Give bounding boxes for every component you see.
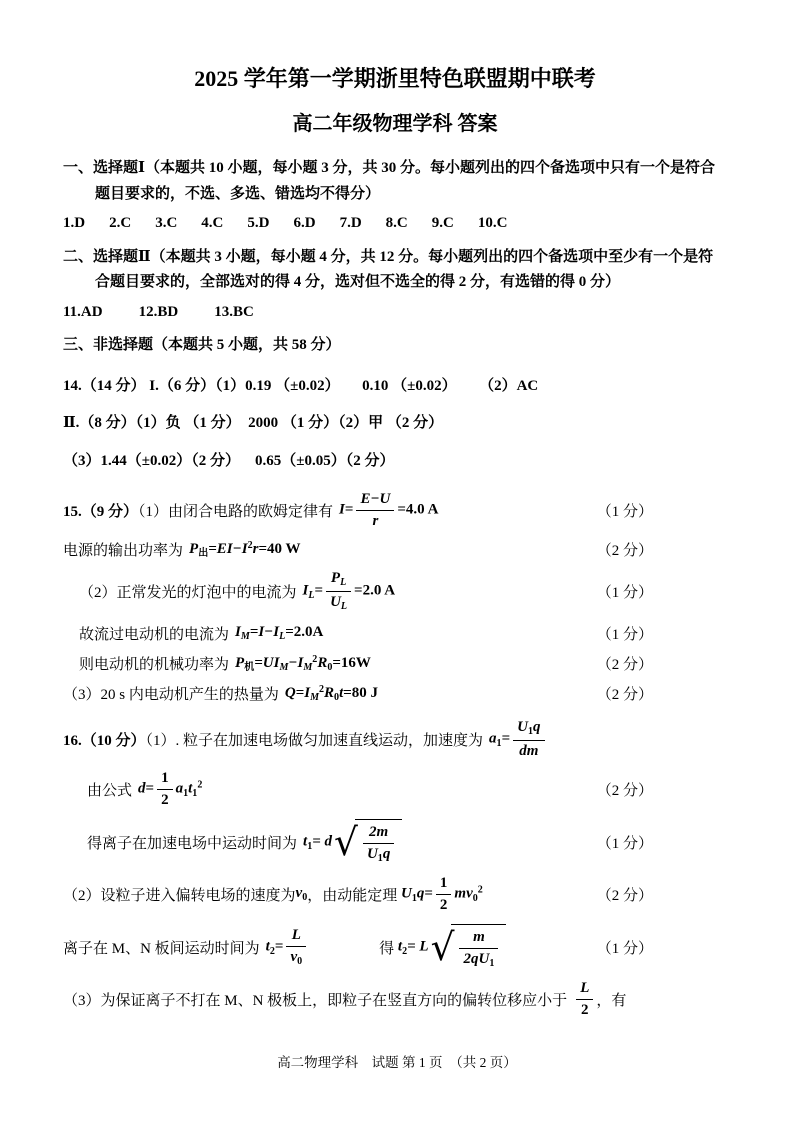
math-sub: 1	[496, 737, 502, 749]
q14-line2	[63, 410, 727, 438]
math-var: t	[303, 833, 308, 850]
numerator: E−U	[356, 490, 394, 511]
math-sub: 0	[334, 691, 340, 703]
q15-line1	[63, 490, 727, 531]
q16-line1-formula	[489, 718, 547, 761]
numerator: L	[576, 979, 593, 1000]
fraction	[356, 490, 394, 531]
math-var: v	[295, 885, 303, 902]
math-var: P	[330, 570, 341, 587]
math-expr: = d	[312, 833, 333, 850]
q15-line5-formula	[235, 654, 371, 673]
math-op: =	[274, 938, 284, 955]
q16-number: 16.（10 分）	[63, 732, 146, 749]
math-var: U	[366, 845, 378, 862]
math-var: q	[416, 885, 425, 902]
math-sub: L	[279, 631, 286, 643]
math-var: U	[517, 718, 528, 735]
math-sub: 机	[244, 661, 255, 673]
math-sub: 1	[377, 852, 383, 864]
q16-line5-mid: 得	[379, 940, 398, 957]
score-label: （1 分）	[596, 835, 653, 852]
score-label: （2 分）	[596, 783, 653, 799]
page-subtitle: 高二年级物理学科 答案	[292, 113, 498, 135]
math-result: =16W	[332, 654, 371, 671]
radical-sign-icon: √	[334, 819, 358, 864]
math-sub: M	[279, 661, 289, 673]
numerator: m	[459, 928, 498, 949]
math-var: I	[302, 582, 309, 599]
answer-item: 2.C	[109, 215, 132, 231]
math-expr: =I−I	[249, 624, 280, 641]
page-title: 2025 学年第一学期浙里特色联盟期中联考	[194, 66, 596, 91]
q14-answers-part1: I.（6 分）（1）0.19 （±0.02） 0.10 （±0.02） （2）AC	[145, 377, 539, 394]
q16-line4-formula	[401, 874, 483, 915]
math-var: P	[189, 541, 199, 558]
score-label: （1 分）	[596, 940, 653, 957]
answer-item: 12.BD	[138, 303, 179, 320]
denominator	[363, 844, 394, 866]
math-var: r	[252, 541, 259, 558]
math-expr: Q=I	[284, 684, 311, 701]
math-sub: 0	[297, 955, 303, 967]
math-sub: 1	[489, 957, 495, 969]
math-var: R	[317, 654, 328, 671]
numerator	[326, 569, 351, 592]
radical-sign-icon: √	[430, 924, 455, 969]
q15-line3-formula	[303, 569, 396, 614]
fraction	[459, 928, 498, 971]
math-sub: 1	[527, 725, 533, 737]
answer-item: 9.C	[431, 215, 454, 231]
math-result: =4.0 A	[397, 501, 439, 518]
math-sup: 2	[247, 540, 253, 552]
denominator	[286, 947, 306, 969]
q14-number: 14.（14 分）	[63, 377, 146, 394]
math-result: =40 W	[258, 541, 301, 558]
math-sub: L	[340, 601, 348, 613]
score-label: （2 分）	[596, 888, 653, 904]
section2-answers	[63, 300, 727, 326]
math-result: =2.0A	[285, 624, 324, 641]
math-var: a	[175, 780, 184, 797]
math-expr: mv	[454, 885, 473, 902]
question-14	[63, 373, 727, 476]
math-sub: M	[240, 631, 250, 643]
math-result: =2.0 A	[354, 582, 396, 599]
q15-line6-formula	[285, 684, 378, 703]
math-var: v	[290, 948, 298, 965]
math-var: U	[400, 885, 412, 902]
numerator: L	[286, 926, 306, 947]
question-15	[63, 490, 727, 704]
score-label: （2 分）	[596, 686, 653, 703]
answer-item: 4.C	[201, 215, 224, 231]
q16-line5-formula1	[266, 926, 309, 969]
answer-item: 7.D	[339, 215, 362, 231]
math-sub: 2	[269, 945, 275, 957]
q16-line3	[63, 819, 727, 866]
q16-line3-text: 得离子在加速电场中运动时间为	[87, 835, 298, 852]
section1-answers	[63, 211, 727, 237]
math-sup: 2	[197, 779, 203, 791]
fraction	[157, 769, 173, 810]
q15-number: 15.（9 分）	[63, 503, 139, 520]
math-sub: M	[303, 661, 313, 673]
math-sub: 0	[327, 661, 333, 673]
math-sub: 1	[183, 788, 189, 800]
denominator: dm	[519, 742, 539, 759]
math-sub: L	[340, 577, 347, 589]
score-label: （2 分）	[596, 543, 653, 560]
math-op: =	[145, 780, 155, 797]
math-sub: 1	[411, 893, 417, 905]
denominator	[326, 592, 351, 614]
q14-line1	[63, 373, 727, 401]
fraction	[363, 823, 394, 866]
math-var: I	[235, 624, 241, 641]
q14-answers-part3: （3）1.44（±0.02）（2 分） 0.65（±0.05）（2 分）	[63, 453, 395, 469]
fraction	[326, 569, 351, 614]
q15-line6	[63, 683, 727, 704]
section3-heading: 三、非选择题（本题共 5 小题，共 58 分）	[63, 337, 341, 353]
question-16	[63, 718, 727, 1020]
math-sub: 0	[472, 893, 478, 905]
answer-item: 13.BC	[214, 303, 254, 320]
math-var: d	[138, 780, 146, 797]
answer-item: 6.D	[293, 215, 316, 231]
math-var: a	[489, 730, 497, 747]
math-var: q	[533, 718, 541, 735]
answer-item: 10.C	[477, 215, 508, 231]
fraction	[513, 718, 544, 761]
math-var: P	[235, 654, 245, 671]
q15-line4-formula	[235, 624, 323, 642]
section1-heading: 一、选择题Ⅰ（本题共 10 小题，每小题 3 分，共 30 分。每小题列出的四个备选项中只有一个是符合题目要求的，不选、多选、错选均不得分）	[63, 160, 716, 202]
q16-line6-text: （3）为保证离子不打在 M、N 极板上，即粒子在竖直方向的偏转位移应小于	[63, 993, 568, 1009]
answer-item: 3.C	[155, 215, 178, 231]
page-footer: 高二物理学科 试题 第 1 页 （共 2 页）	[277, 1055, 517, 1070]
denominator: 2	[439, 897, 448, 913]
q16-line1	[63, 718, 727, 761]
math-sub: L	[308, 590, 315, 602]
math-var: R	[324, 684, 335, 701]
math-var: q	[382, 845, 391, 862]
answer-item: 5.D	[247, 215, 270, 231]
math-sub: 2	[402, 945, 408, 957]
q16-line3-formula	[303, 819, 404, 866]
math-var: I	[339, 501, 345, 518]
math-expr: =EI−I	[208, 541, 248, 558]
math-op: =	[314, 582, 324, 599]
q15-line2-formula	[189, 540, 300, 559]
q16-line6	[63, 979, 727, 1020]
q16-line6-tail: ，有	[596, 993, 627, 1009]
math-sub: 出	[198, 548, 209, 560]
math-sub: 1	[307, 840, 313, 852]
fraction	[436, 874, 452, 915]
score-label: （1 分）	[596, 503, 653, 520]
math-expr: −I	[288, 654, 304, 671]
square-root	[431, 924, 507, 971]
math-expr: 2qU	[463, 950, 490, 967]
math-sup: 2	[312, 653, 318, 665]
answer-item: 1.D	[63, 215, 86, 231]
numerator	[513, 718, 544, 741]
math-expr: =UI	[254, 654, 280, 671]
q16-line6-fraction	[573, 979, 596, 1020]
numerator: 1	[157, 769, 173, 790]
q14-line3	[63, 448, 727, 476]
math-result: =80 J	[343, 684, 379, 701]
q16-line1-text: （1）. 粒子在加速电场做匀加速直线运动，加速度为	[145, 732, 484, 749]
answer-item: 11.AD	[63, 303, 103, 320]
fraction	[286, 926, 306, 969]
q16-line4-text: （2）设粒子进入偏转电场的速度为	[63, 888, 296, 904]
denominator: r	[372, 512, 379, 529]
math-op: =	[501, 730, 511, 747]
q16-line4-mid: ，由动能定理	[307, 888, 401, 904]
q16-line2-formula	[138, 769, 202, 810]
math-sub: M	[310, 691, 319, 703]
q15-line5	[63, 653, 727, 674]
section2-heading: 二、选择题Ⅱ（本题共 3 小题，每小题 4 分，共 12 分。每小题列出的四个备选项中至少有一个是符合题目要求的，全部选对的得 4 分，选对但不选全的得 2 分，有选错的得 0 分）	[63, 248, 714, 290]
score-label: （1 分）	[596, 626, 653, 643]
q15-line4-text: 故流过电动机的电流为	[79, 626, 230, 643]
score-label: （1 分）	[596, 585, 653, 601]
math-var: t	[265, 938, 270, 955]
math-op: =	[424, 885, 433, 902]
q15-line4	[63, 623, 727, 644]
denominator	[459, 949, 498, 971]
q15-line2-text: 电源的输出功率为	[63, 543, 184, 560]
q14-answers-part2: Ⅱ.（8 分）（1）负 （1 分） 2000 （1 分）（2）甲 （2 分）	[63, 415, 444, 432]
q16-line4	[63, 874, 727, 915]
q15-line1-formula	[339, 490, 438, 531]
denominator: 2	[161, 792, 169, 808]
math-sub: 0	[302, 892, 308, 904]
q16-line2-text: 由公式	[87, 783, 133, 799]
q15-line3-text: （2）正常发光的灯泡中的电流为	[79, 585, 297, 601]
math-var: U	[330, 594, 341, 610]
score-label: （2 分）	[596, 656, 653, 673]
math-var: t	[397, 938, 403, 955]
denominator: 2	[581, 1002, 589, 1018]
math-sub: 1	[192, 788, 198, 800]
math-expr: = L	[407, 938, 429, 955]
q16-line5-text: 离子在 M、N 板间运动时间为	[63, 940, 260, 957]
q15-line2	[63, 539, 727, 560]
answer-item: 8.C	[385, 215, 408, 231]
q15-line6-text: （3）20 s 内电动机产生的热量为	[63, 686, 279, 703]
q16-line2	[63, 769, 727, 810]
math-var: t	[339, 684, 344, 701]
math-sup: 2	[319, 683, 325, 695]
square-root	[334, 819, 402, 866]
q16-line5-formula2	[398, 924, 508, 971]
math-op: =	[344, 501, 354, 518]
fraction	[576, 979, 593, 1020]
q16-line5	[63, 924, 727, 971]
math-sup: 2	[477, 884, 483, 896]
numerator: 1	[436, 874, 452, 895]
q15-line5-text: 则电动机的机械功率为	[79, 656, 230, 673]
numerator: 2m	[363, 823, 394, 844]
math-var: t	[188, 780, 193, 797]
q16-line4-v0	[296, 885, 308, 903]
q15-line3	[63, 569, 727, 614]
q15-line1-text: （1）由闭合电路的欧姆定律有	[138, 503, 334, 520]
